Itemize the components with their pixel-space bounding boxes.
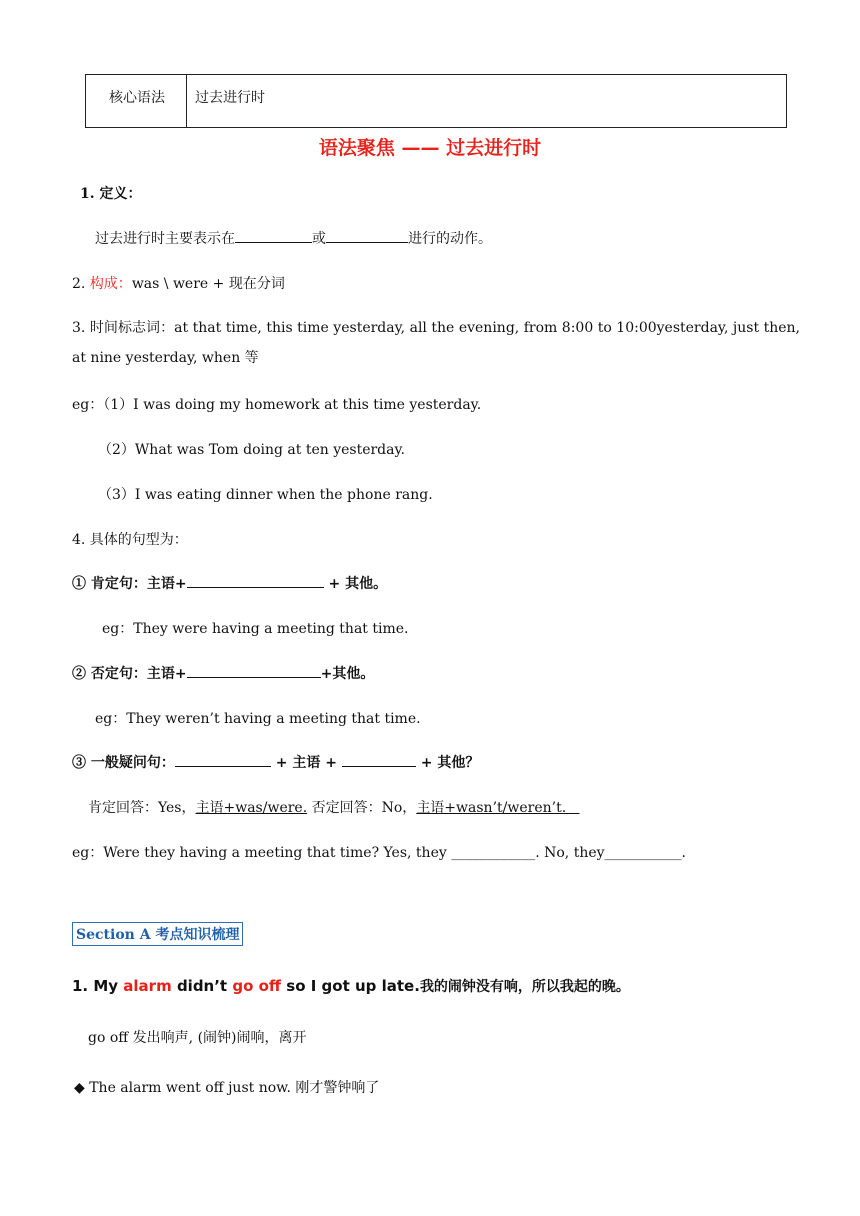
table-key: 核心语法 bbox=[86, 75, 187, 128]
example-1: eg：（1）I was doing my homework at this time yesterday. bbox=[72, 397, 482, 413]
key-point-1: 1. My alarm didn’t go off so I got up late.我的闹钟没有响，所以我起的晚。 bbox=[72, 977, 630, 995]
blank bbox=[175, 752, 271, 767]
definition-text: 过去进行时主要表示在 或 进行的动作。 bbox=[95, 228, 492, 248]
key-point-1-note: go off 发出响声, (闹钟)闹响，离开 bbox=[88, 1030, 307, 1046]
example-2: （2）What was Tom doing at ten yesterday. bbox=[98, 442, 405, 458]
key-point-1-example: ◆ The alarm went off just now. 刚才警钟响了 bbox=[74, 1080, 380, 1096]
example-3: （3）I was eating dinner when the phone rang. bbox=[98, 487, 433, 503]
definition-heading: 1. 定义： bbox=[80, 186, 142, 202]
negative-pattern: ② 否定句：主语+ +其他。 bbox=[72, 663, 374, 683]
blank bbox=[326, 228, 408, 243]
page-title: 语法聚焦 —— 过去进行时 bbox=[318, 137, 542, 159]
affirmative-pattern: ① 肯定句：主语+ + 其他。 bbox=[72, 573, 387, 593]
blank bbox=[235, 228, 312, 243]
core-grammar-table bbox=[85, 74, 787, 128]
section-label: Section A 考点知识梳理 bbox=[72, 922, 243, 946]
time-markers: 3. 时间标志词：at that time, this time yesterday, all the evening, from 8:00 to 10:00yesterday, just then, at nine yesterday, when 等 bbox=[72, 320, 800, 366]
sentence-patterns-heading: 4. 具体的句型为： bbox=[72, 532, 188, 548]
structure-line: 2. 构成：was \ were + 现在分词 bbox=[72, 276, 285, 292]
blank bbox=[342, 752, 416, 767]
question-example: eg：Were they having a meeting that time? Yes, they ____________. No, they___________. bbox=[72, 845, 686, 861]
answer-line: 肯定回答：Yes，主语+was/were. 否定回答：No，主语+wasn’t/weren’t. bbox=[88, 800, 580, 816]
negative-example: eg：They weren’t having a meeting that time. bbox=[95, 711, 421, 727]
affirmative-example: eg：They were having a meeting that time. bbox=[102, 621, 409, 637]
blank bbox=[187, 573, 324, 588]
question-pattern: ③ 一般疑问句： + 主语 + + 其他？ bbox=[72, 752, 479, 772]
table-value: 过去进行时 bbox=[187, 75, 787, 128]
blank bbox=[187, 663, 321, 678]
